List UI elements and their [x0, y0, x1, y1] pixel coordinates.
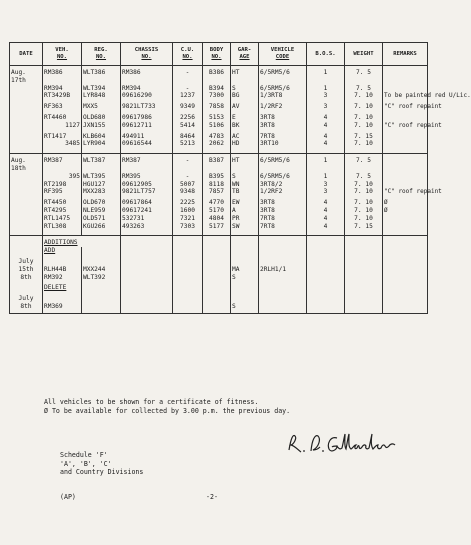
header-weight: WEIGHT — [345, 43, 383, 66]
table-row: RF395 MXX283 9821LT757 9348 7857 TB 1/2RF2 3 7. 10 "C" roof repaint — [10, 188, 428, 196]
remarks-painted: To be painted red U/Lic. — [383, 92, 428, 103]
table-row: 1127 JXN155 09612711 5414 5106 BK 3RT8 4 7. 10 "C" roof repaint — [10, 122, 428, 130]
table-row: RT3429B LYR848 09616290 1237 7300 BG 1/3RT8 3 7. 10 To be painted red U/Lic. — [10, 92, 428, 100]
page-number: -2- — [206, 493, 218, 501]
schedule-block: Schedule 'F' 'A', 'B', 'C' and Country Divisions — [60, 451, 144, 476]
header-body: BODY NO. — [203, 43, 231, 66]
header-date: DATE — [10, 43, 43, 66]
table-row: RTL1475 OLD571 532731 7321 4804 PR 7RT8 4 7. 10 — [10, 215, 428, 223]
additions-label: ADDITIONS — [43, 236, 121, 247]
header-veh: VEH. NO. — [43, 43, 82, 66]
footnote-collection: Ø To be available for collected by 3.00 p.m. the previous day. — [44, 407, 291, 415]
table-row: 395 WLT395 RM395 - B395 S 6/5RM5/6 1 7. 5 — [10, 173, 428, 181]
table-row: 8th RM369 S — [10, 303, 428, 313]
table-row: July — [10, 295, 428, 303]
table-row: RF363 MXX5 9821LT733 9349 7858 AV 1/2RF2 3 7. 10 "C" roof repaint — [10, 103, 428, 111]
table-row: July — [10, 258, 428, 266]
table-row — [10, 284, 428, 292]
header-chassis: CHASSIS NO. — [121, 43, 173, 66]
date-cell: Aug. 18th — [10, 154, 43, 173]
header-remarks: REMARKS — [383, 43, 428, 66]
header-vehicle-code: VEHICLE CODE — [259, 43, 307, 66]
signature — [285, 430, 403, 460]
header-reg: REG. NO. — [82, 43, 121, 66]
table-header-row — [10, 43, 428, 66]
table-row: RTL308 KGU266 493263 7303 5177 SW 7RT8 4 7. 15 — [10, 223, 428, 236]
table-row: RT4295 NLE959 09617241 1600 5170 A 3RT8 4 7. 10 Ø — [10, 207, 428, 215]
table-row: RM394 WLT394 RM394 - B394 S 6/5RM5/6 1 7. 5 — [10, 85, 428, 93]
table-row — [10, 247, 428, 255]
table-row: 3485 LYR904 09616544 5213 2062 HD 3RT10 4 7. 10 — [10, 140, 428, 153]
table-row — [10, 236, 428, 247]
header-garage: GAR- AGE — [231, 43, 259, 66]
table-row: RT1417 KLB604 494911 8464 4783 AC 7RT8 4 7. 15 — [10, 133, 428, 141]
header-cu: C.U. NO. — [173, 43, 203, 66]
add-label: ADD — [43, 247, 82, 255]
footer-reference: (AP) — [60, 493, 76, 501]
table-row: Aug. 18th RM387 WLT387 RM387 - B387 HT 6/5RM5/6 1 7. 5 — [10, 154, 428, 173]
group-aug-18 — [10, 154, 442, 236]
delete-label: DELETE — [43, 284, 82, 292]
table-row: RT4450 OLD670 09617864 2225 4770 EW 3RT8 4 7. 10 Ø — [10, 199, 428, 207]
vehicle-schedule-table — [9, 42, 471, 314]
header-bos: B.O.S. — [307, 43, 345, 66]
group-additions — [10, 236, 428, 313]
table-row: 15th RLH44B MXX244 MA 2RLH1/1 — [10, 266, 428, 274]
table-row: 8th RM392 WLT392 S — [10, 274, 428, 282]
footnote-fitness: All vehicles to be shown for a certificate of fitness. — [44, 398, 259, 406]
footnotes — [44, 398, 290, 416]
table-row: RT4460 OLD680 09617986 2256 5153 E 3RT8 4 7. 10 — [10, 114, 428, 122]
date-cell: Aug. 17th — [10, 66, 43, 85]
signature-scribble — [285, 430, 403, 456]
group-aug-17 — [10, 66, 471, 154]
table-row: Aug. 17th RM386 WLT386 RM386 - B386 HT 6/5RM5/6 1 7. 5 — [10, 66, 428, 85]
table-row: RT2198 HGU127 09612905 5007 8118 WN 3RT8/2 3 7. 10 — [10, 181, 428, 189]
